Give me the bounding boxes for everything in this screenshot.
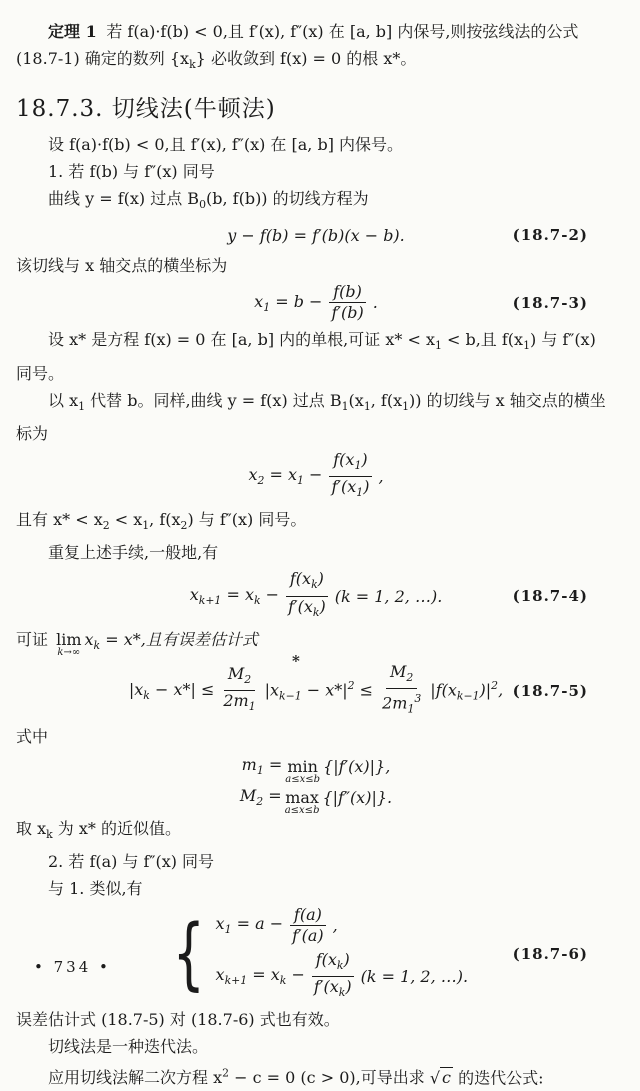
- min-symbol: min: [287, 756, 318, 776]
- fraction: [327, 450, 373, 503]
- fraction: [378, 662, 425, 720]
- fraction-denominator: $f'(x_1)$: [331, 476, 370, 500]
- equation-segment: $|f(x_{k-1})|^2$,: [430, 678, 504, 703]
- equation-number: (18.7-2): [512, 226, 588, 245]
- limit-post-text: $x_k = x*$,且有误差估计式: [84, 629, 258, 652]
- max-symbol: max: [285, 787, 319, 807]
- max-operator: [284, 787, 320, 816]
- limit-operator: [56, 632, 81, 658]
- paragraph-approx: 取 $x_k$ 为 x* 的近似值。: [16, 818, 182, 841]
- fraction-denominator: $2m_1$: [223, 691, 256, 714]
- equation-lhs: $x_2 = x_1$ −: [248, 465, 323, 488]
- fraction: [219, 664, 259, 717]
- paragraph-replace: 以 $x_1$ 代替 b。同样,曲线 y = f(x) 过点 $B_1(x_1$, $f(x_1)$) 的切线与 x 轴交点的横坐标为: [16, 390, 606, 443]
- theorem-label: 定理 1: [48, 22, 97, 41]
- fraction-denominator: $f'(x_k)$: [313, 976, 352, 1000]
- paragraph-apply-sqrt: [16, 1060, 616, 1091]
- limit-pre-text: 可证: [16, 629, 54, 649]
- equation-x2: [16, 450, 616, 503]
- theorem-text: 若 f(a)·f(b) < 0,且 f′(x), f″(x) 在 [a, b] 内保号,则按弦线法的公式 (18.7-1) 确定的数列 $\{x_k\}$ 必收敛到 f(x) = 0 的根 x*。: [16, 22, 579, 72]
- paragraph-limit: [16, 626, 616, 659]
- equation-number: (18.7-4): [512, 587, 588, 605]
- equation-tail: ,: [332, 915, 338, 935]
- fraction-denominator: $2m_1^3$: [382, 692, 422, 716]
- equation-lhs: $x_{k+1} = x_k$ −: [189, 584, 280, 608]
- apply-pre-text: 应用切线法解二次方程 $x^2 - c = 0$ (c > 0),可导出求: [48, 1067, 430, 1088]
- radical-sign: √: [429, 1068, 441, 1088]
- section-heading: 18.7.3. 切线法(牛顿法): [16, 96, 276, 123]
- equation-number: (18.7-3): [512, 293, 588, 312]
- equation-number: (18.7-5): [512, 681, 588, 700]
- equation-lhs: $x_1 = b$ −: [254, 291, 323, 314]
- fraction: [284, 569, 330, 622]
- definition-M2: [16, 784, 616, 816]
- min-subscript: a≤x≤b: [285, 773, 321, 785]
- equation-tail: ,: [378, 466, 384, 486]
- fraction: [288, 905, 328, 946]
- system-line-2: [216, 950, 469, 1003]
- definition-m1: [16, 753, 616, 785]
- scan-artifact-asterisk: *: [292, 651, 300, 670]
- fraction-numerator: f(b): [329, 282, 366, 303]
- fraction-numerator: $f(x_k)$: [286, 569, 328, 596]
- equation-body: y − f(b) = f′(b)(x − b).: [227, 225, 405, 245]
- equation-18-7-6: [16, 905, 616, 1003]
- radicand: c: [442, 1068, 451, 1088]
- equation-lhs: $x_1 = a$ −: [215, 914, 284, 937]
- fraction-numerator: $M_2$: [224, 664, 255, 691]
- theorem-paragraph: [16, 18, 616, 78]
- equation-18-7-3: [16, 282, 616, 323]
- definition-lhs: $M_2$ =: [239, 786, 282, 809]
- equation-tail: .: [372, 293, 378, 313]
- equation-segment: $|x_k - x*|$ ≤: [128, 679, 215, 702]
- min-operator: [285, 756, 321, 785]
- paragraph-tangent-x: 该切线与 x 轴交点的横坐标为: [16, 256, 228, 276]
- paragraph-repeat: 重复上述手续,一般地,有: [48, 543, 219, 563]
- equation-18-7-5: [16, 651, 616, 720]
- paragraph-single-root: 设 x* 是方程 f(x) = 0 在 [a, b] 内的单根,可证 $x* < x_1 < b$,且 $f(x_1)$ 与 f″(x) 同号。: [16, 330, 596, 383]
- system-lines: [216, 905, 469, 1003]
- fraction-numerator: $f(x_1)$: [329, 450, 371, 477]
- lim-symbol: lim: [56, 630, 82, 650]
- paragraph-order2: 且有 $x* < x_2 < x_1$, $f(x_2)$ 与 f″(x) 同号。: [16, 510, 307, 533]
- system-brace: {: [172, 908, 205, 999]
- lim-subscript: k→∞: [57, 647, 81, 659]
- page-number: • 734 •: [34, 958, 111, 976]
- equation-18-7-4: [16, 569, 616, 622]
- fraction-numerator: f(a): [290, 905, 326, 926]
- equation-18-7-2: [16, 221, 616, 249]
- fraction: [327, 282, 367, 323]
- max-subscript: a≤x≤b: [284, 804, 320, 816]
- fraction-numerator: $M_2$: [386, 662, 417, 689]
- definition-lhs: $m_1$ =: [241, 755, 283, 778]
- paragraph-where: 式中: [16, 726, 49, 746]
- paragraph-error-valid: 误差估计式 (18.7-5) 对 (18.7-6) 式也有效。: [16, 1010, 340, 1030]
- fraction-denominator: $f'(x_k)$: [288, 596, 326, 619]
- paragraph-setup: 设 f(a)·f(b) < 0,且 f′(x), f″(x) 在 [a, b] 内保号。: [48, 135, 404, 155]
- definition-rhs: {|f′(x)|},: [323, 757, 391, 777]
- paragraph-case1: 1. 若 f(b) 与 f″(x) 同号: [48, 162, 215, 182]
- equation-lhs: $x_{k+1} = x_k$ −: [215, 965, 305, 988]
- paragraph-similar: 与 1. 类似,有: [48, 878, 143, 898]
- equation-tail: (k = 1, 2, …).: [334, 586, 443, 606]
- paragraph-iterative: 切线法是一种迭代法。: [48, 1037, 209, 1057]
- fraction-numerator: $f(x_k)$: [312, 950, 354, 977]
- fraction-denominator: f′(b): [331, 303, 364, 323]
- definition-rhs: {|f″(x)|}.: [322, 788, 393, 808]
- fraction: [310, 950, 356, 1003]
- equation-number: (18.7-6): [512, 944, 588, 963]
- equation-tail: (k = 1, 2, …).: [360, 966, 469, 986]
- apply-post-text: 的迭代公式:: [452, 1068, 544, 1088]
- square-root: [430, 1067, 453, 1087]
- system-line-1: [216, 905, 469, 946]
- equation-segment: $|x_{k-1} - x*|^2$ ≤: [264, 678, 374, 703]
- fraction-denominator: f′(a): [292, 925, 324, 945]
- paragraph-curve: 曲线 y = f(x) 过点 $B_0(b$, f(b)) 的切线方程为: [48, 189, 369, 212]
- paragraph-case2: 2. 若 f(a) 与 f″(x) 同号: [48, 851, 215, 871]
